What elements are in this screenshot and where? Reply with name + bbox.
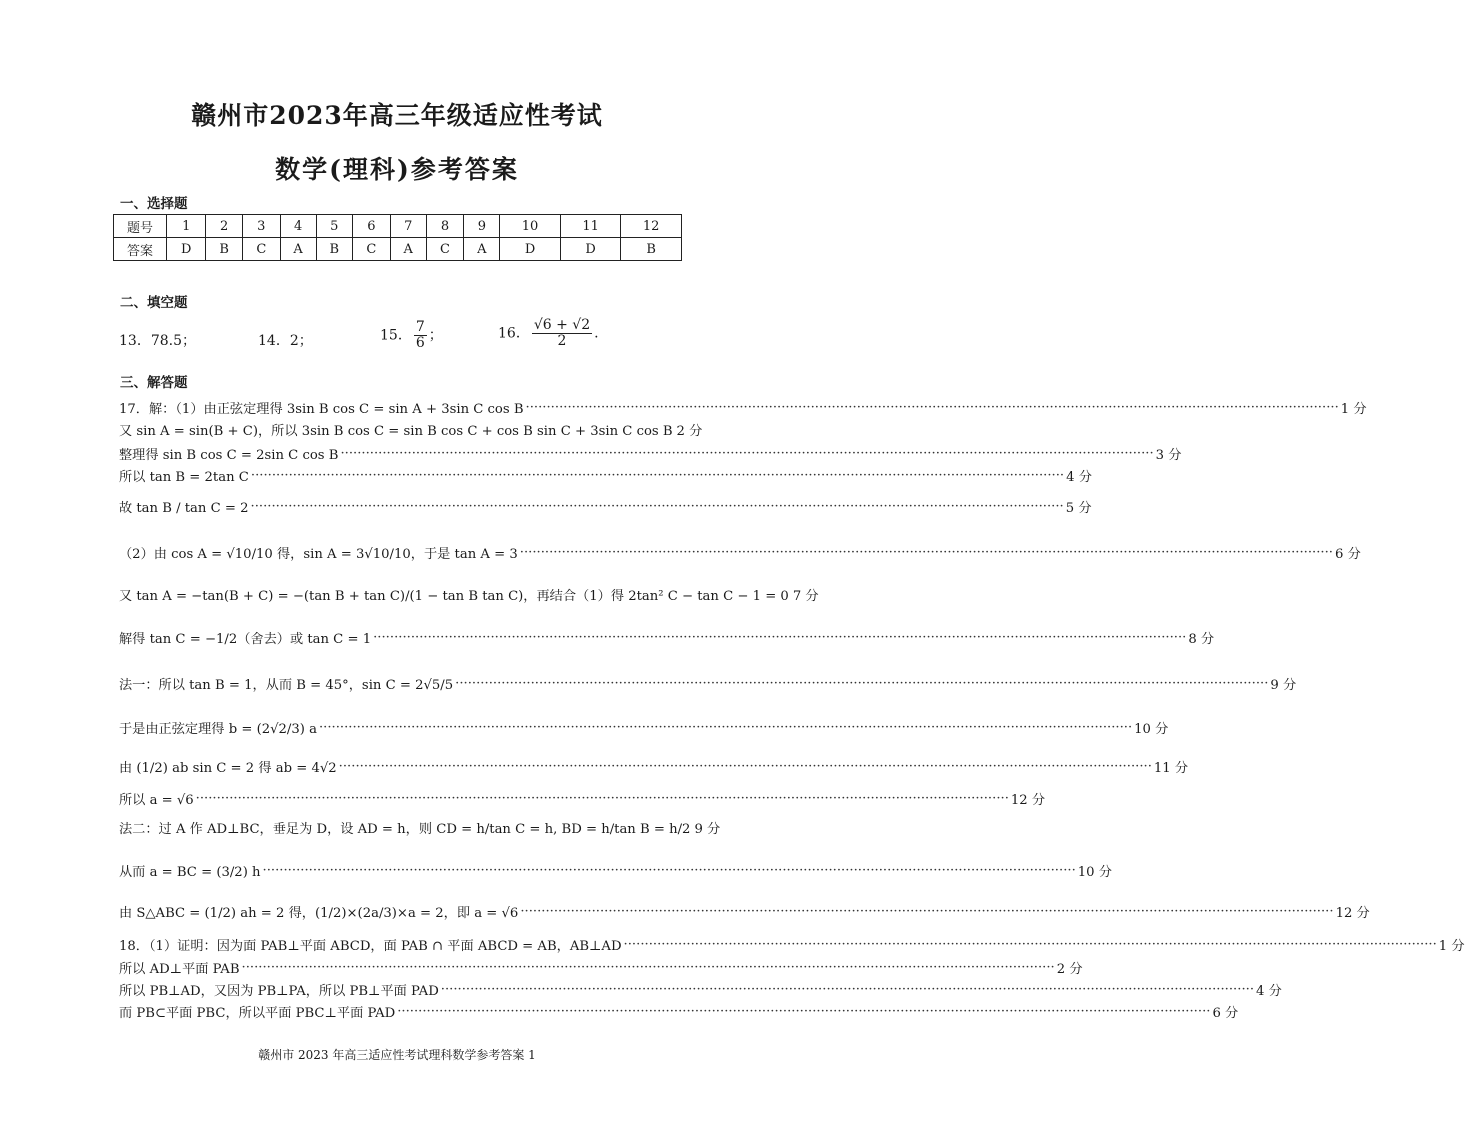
solution-score: 10 分 [1077, 865, 1112, 880]
table-cell: 8 [426, 215, 464, 238]
solution-text: 从而 a = BC = (3/2) h [119, 865, 261, 880]
section-fill-heading: 二、填空题 [120, 295, 188, 311]
solution-text: 又 tan A = −tan(B + C) = −(tan B + tan C)/(1 − tan B tan C)，再结合（1）得 2tan² C − tan C − 1 = 0 [119, 589, 789, 604]
solution-line [119, 398, 1367, 417]
table-cell: C [352, 238, 390, 261]
fill-answer-15 [380, 320, 443, 351]
q15-fraction [414, 320, 427, 351]
table-cell: 4 [280, 215, 316, 238]
solution-line [119, 444, 1182, 463]
solution-line [119, 497, 1092, 516]
solution-score: 8 分 [1188, 632, 1215, 647]
solution-score: 12 分 [1010, 793, 1046, 808]
solution-text: （2）由 cos A = √10/10 得，sin A = 3√10/10，于是 tan A = 3 [119, 547, 518, 562]
solution-text: 由 (1/2) ab sin C = 2 得 ab = 4√2 [119, 761, 337, 776]
solution-line [119, 980, 1282, 999]
solution-line [119, 1002, 1239, 1021]
solution-line [119, 818, 721, 837]
q16-numerator: √6 + √2 [533, 317, 591, 333]
leader-dots [373, 630, 1186, 645]
solution-line [119, 789, 1046, 808]
solution-text: 整理得 sin B cos C = 2sin C cos B [119, 448, 339, 463]
solution-text: 而 PB⊂平面 PBC，所以平面 PBC⊥平面 PAD [119, 1006, 396, 1021]
solution-line [119, 861, 1112, 880]
solution-text: 所以 tan B = 2tan C [119, 470, 249, 485]
q15-numerator: 7 [415, 319, 425, 335]
solution-score: 4 分 [1066, 470, 1092, 485]
q16-fraction [532, 318, 592, 349]
leader-dots [520, 545, 1333, 560]
leader-dots [242, 960, 1055, 975]
solution-score: 12 分 [1335, 906, 1370, 921]
answer-table [113, 214, 682, 261]
solution-line [119, 935, 1465, 954]
solution-score: 7 分 [792, 589, 819, 604]
table-cell: B [316, 238, 352, 261]
solution-line [119, 718, 1169, 737]
solution-line [119, 902, 1370, 921]
solution-text: 17．解：（1）由正弦定理得 3sin B cos C = sin A + 3sin C cos B [119, 402, 524, 417]
table-cell: D [500, 238, 561, 261]
solution-text: 18．（1）证明：因为面 PAB⊥平面 ABCD，面 PAB ∩ 平面 ABCD = AB，AB⊥AD [119, 939, 622, 954]
solution-text: 由 S△ABC = (1/2) ah = 2 得，(1/2)×(2a/3)×a = 2，即 a = √6 [119, 906, 519, 921]
q16-denominator: 2 [557, 333, 567, 349]
section-solve-heading: 三、解答题 [120, 375, 188, 391]
solution-score: 1 分 [1438, 939, 1465, 954]
solution-line [119, 757, 1189, 776]
solution-line [119, 958, 1083, 977]
answer-key-title: 数学(理科)参考答案 [275, 155, 519, 184]
solution-text: 所以 AD⊥平面 PAB [119, 962, 240, 977]
table-cell: B [206, 238, 242, 261]
leader-dots [196, 791, 1009, 806]
q15-suffix: ； [428, 327, 443, 344]
solution-score: 1 分 [1340, 402, 1367, 417]
solution-text: 法一：所以 tan B = 1，从而 B = 45°，sin C = 2√5/5 [119, 678, 454, 693]
table-cell: C [242, 238, 280, 261]
solution-line [119, 466, 1092, 485]
table-cell: 2 [206, 215, 242, 238]
leader-dots [526, 400, 1339, 415]
leader-dots [455, 676, 1268, 691]
solution-text: 又 sin A = sin(B + C)，所以 3sin B cos C = sin B cos C + cos B sin C + 3sin C cos B [119, 424, 673, 439]
q16-suffix: . [594, 325, 599, 342]
solution-line [119, 543, 1361, 562]
table-cell: A [280, 238, 316, 261]
table-cell: 10 [500, 215, 561, 238]
fill-answer-13: 13．78.5； [119, 333, 196, 349]
solution-score: 3 分 [1155, 448, 1182, 463]
fill-answer-16 [498, 318, 599, 349]
table-cell: 答案 [114, 238, 167, 261]
leader-dots [251, 468, 1064, 483]
solution-text: 解得 tan C = −1/2（舍去）或 tan C = 1 [119, 632, 372, 647]
solution-score: 9 分 [694, 822, 721, 837]
table-row-answers [114, 238, 682, 261]
q15-label: 15． [380, 327, 412, 344]
solution-score: 2 分 [1056, 962, 1083, 977]
table-cell: 5 [316, 215, 352, 238]
solution-line [119, 420, 703, 439]
leader-dots [339, 759, 1152, 774]
table-cell: C [426, 238, 464, 261]
table-cell: D [167, 238, 206, 261]
solution-text: 所以 a = √6 [119, 793, 194, 808]
q16-label: 16． [498, 325, 530, 342]
solution-text: 法二：过 A 作 AD⊥BC，垂足为 D，设 AD = h，则 CD = h/tan C = h, BD = h/tan B = h/2 [119, 822, 691, 837]
solution-line [119, 585, 819, 604]
leader-dots [520, 904, 1333, 919]
solution-score: 4 分 [1256, 984, 1282, 999]
table-cell: B [621, 238, 682, 261]
leader-dots [624, 937, 1437, 952]
solution-score: 5 分 [1065, 501, 1092, 516]
solution-line [119, 628, 1215, 647]
table-cell: 11 [560, 215, 621, 238]
table-cell: A [464, 238, 500, 261]
solution-score: 9 分 [1270, 678, 1297, 693]
table-cell: D [560, 238, 621, 261]
solution-score: 6 分 [1212, 1006, 1239, 1021]
fill-answer-14: 14．2； [258, 333, 313, 349]
solution-text: 于是由正弦定理得 b = (2√2/3) a [119, 722, 317, 737]
table-cell: 7 [390, 215, 426, 238]
solution-score: 6 分 [1334, 547, 1361, 562]
exam-title: 赣州市2023年高三年级适应性考试 [191, 101, 603, 130]
section-choice-heading: 一、选择题 [120, 196, 188, 212]
solution-text: 故 tan B / tan C = 2 [119, 501, 249, 516]
page-footer: 赣州市 2023 年高三适应性考试理科数学参考答案 1 [258, 1048, 536, 1062]
table-row-numbers [114, 215, 682, 238]
table-cell: A [390, 238, 426, 261]
leader-dots [251, 499, 1064, 514]
leader-dots [340, 446, 1153, 461]
table-cell: 12 [621, 215, 682, 238]
solution-line [119, 674, 1297, 693]
solution-score: 10 分 [1134, 722, 1169, 737]
table-cell: 3 [242, 215, 280, 238]
leader-dots [263, 863, 1076, 878]
solution-score: 11 分 [1153, 761, 1189, 776]
solution-text: 所以 PB⊥AD，又因为 PB⊥PA，所以 PB⊥平面 PAD [119, 984, 439, 999]
table-cell: 题号 [114, 215, 167, 238]
leader-dots [397, 1004, 1210, 1019]
solution-score: 2 分 [676, 424, 703, 439]
q15-denominator: 6 [415, 335, 425, 351]
table-cell: 6 [352, 215, 390, 238]
table-cell: 9 [464, 215, 500, 238]
leader-dots [441, 982, 1254, 997]
table-cell: 1 [167, 215, 206, 238]
leader-dots [319, 720, 1132, 735]
